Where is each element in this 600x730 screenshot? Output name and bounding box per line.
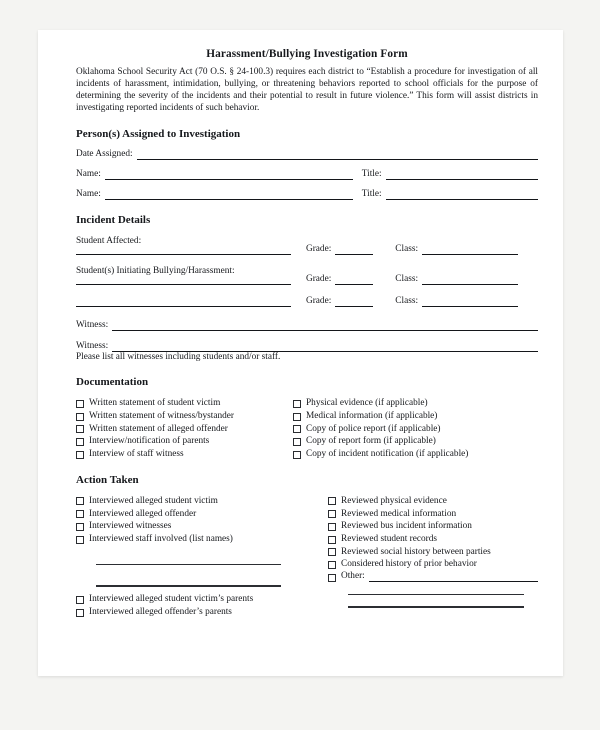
checkbox-row[interactable] [293,423,538,435]
checkbox-label: Copy of incident notification (if applicable) [306,449,469,460]
checkbox-icon[interactable] [76,596,84,604]
checkbox-row[interactable] [328,533,538,545]
checkbox-label: Reviewed physical evidence [341,495,447,506]
grade-label-1: Grade: [306,244,332,255]
other-input-1[interactable] [369,571,538,582]
checkbox-row[interactable] [328,495,538,507]
checkbox-label: Physical evidence (if applicable) [306,398,428,409]
grade-input-3[interactable] [335,296,373,307]
checkbox-label: Written statement of student victim [89,398,221,409]
section-heading-action-taken: Action Taken [76,473,139,486]
section-heading-documentation: Documentation [76,376,149,389]
other-row[interactable] [328,571,538,582]
student-affected-label: Student Affected: [76,236,142,247]
staff-names-input-1[interactable] [96,553,281,565]
checkbox-row[interactable] [76,508,328,520]
checkbox-icon[interactable] [76,536,84,544]
other-input-2[interactable] [348,583,524,595]
class-label-3: Class: [395,296,419,307]
checkbox-icon[interactable] [76,425,84,433]
grade-class-group-3 [306,296,518,307]
grade-label-2: Grade: [306,274,332,285]
form-page [38,30,563,676]
checkbox-icon[interactable] [76,400,84,408]
name-input-2[interactable] [105,189,353,200]
checkbox-icon[interactable] [76,523,84,531]
class-label-2: Class: [395,274,419,285]
checkbox-label: Reviewed social history between parties [341,546,491,557]
checkbox-label: Medical information (if applicable) [306,411,438,422]
witness-input-1[interactable] [112,320,538,331]
checkbox-label: Interviewed staff involved (list names) [89,534,233,544]
field-student-affected-row [76,235,538,255]
checkbox-row[interactable] [76,410,293,422]
checkbox-label: Interview/notification of parents [89,436,210,447]
checkbox-icon[interactable] [76,438,84,446]
checkbox-label: Interviewed alleged student victim’s parents [89,594,254,605]
checkbox-label: Reviewed medical information [341,508,457,519]
checkbox-row[interactable] [328,546,538,558]
class-input-2[interactable] [422,274,518,285]
checkbox-icon[interactable] [293,413,301,421]
checkbox-row[interactable] [328,558,538,570]
witness-note: Please list all witnesses including students and/or staff. [76,352,281,363]
name-label-2: Name: [76,189,101,200]
checkbox-row[interactable] [76,495,328,507]
class-input-1[interactable] [422,244,518,255]
checkbox-label: Interviewed alleged offender [89,508,197,519]
checkbox-icon[interactable] [328,523,336,531]
section-heading-incident: Incident Details [76,214,151,227]
checkbox-row[interactable] [76,533,328,545]
checkbox-label: Considered history of prior behavior [341,559,477,570]
title-label-1: Title: [361,169,382,180]
checkbox-row[interactable] [328,508,538,520]
checkbox-row[interactable] [76,520,328,532]
name-input-1[interactable] [105,169,353,180]
checkbox-icon[interactable] [328,536,336,544]
witness-label-2: Witness: [76,341,109,352]
checkbox-row[interactable] [293,397,538,409]
field-initiating-row-extra [76,296,538,307]
initiating-label: Student(s) Initiating Bullying/Harassment: [76,266,235,277]
checkbox-icon[interactable] [328,510,336,518]
date-assigned-input[interactable] [137,149,538,160]
name-label-1: Name: [76,169,101,180]
other-extra-lines [348,583,538,608]
checkbox-icon[interactable] [328,574,336,582]
checkbox-label: Interviewed alleged student victim [89,495,218,506]
other-label: Other: [341,571,365,582]
checkbox-label: Interview of staff witness [89,449,184,460]
initiating-block-2 [76,299,291,307]
grade-class-group-1 [306,244,518,255]
field-initiating-row [76,265,538,285]
checkbox-label: Copy of report form (if applicable) [306,436,436,447]
checkbox-icon[interactable] [76,413,84,421]
checkbox-row[interactable] [76,423,293,435]
section-heading-assigned: Person(s) Assigned to Investigation [76,128,241,141]
checkbox-label: Reviewed student records [341,534,438,544]
documentation-left-column [76,397,293,461]
checkbox-icon[interactable] [293,400,301,408]
documentation-right-column [293,397,538,461]
field-date-assigned [76,149,538,160]
field-name-title-2 [76,189,538,200]
title-label-2: Title: [361,189,382,200]
checkbox-icon[interactable] [293,451,301,459]
checkbox-icon[interactable] [328,561,336,569]
checkbox-row[interactable] [293,435,538,447]
grade-input-2[interactable] [335,274,373,285]
checkbox-icon[interactable] [293,425,301,433]
student-affected-input[interactable] [76,247,291,255]
date-assigned-label: Date Assigned: [76,149,133,160]
checkbox-row[interactable] [76,593,328,605]
checkbox-row[interactable] [293,448,538,460]
checkbox-icon[interactable] [76,497,84,505]
field-name-title-1 [76,169,538,180]
checkbox-icon[interactable] [76,451,84,459]
checkbox-row[interactable] [328,520,538,532]
student-affected-block [76,235,291,255]
title-input-1[interactable] [386,169,538,180]
staff-names-input-2[interactable] [96,574,281,587]
intro-paragraph: Oklahoma School Security Act (70 O.S. § 24-100.3) requires each district to “Establish a procedure for investigation of all incidents of harassment, intimidation, bullying, or threatening behaviors reported to school officials for the purpose of determining the severity of the incidents and their potential to result in future violence.” This form will assist districts in investigating reported incidents of such behavior. [76,67,538,114]
grade-label-3: Grade: [306,296,332,307]
field-witness-1 [76,320,538,331]
grade-class-group-2 [306,274,518,285]
checkbox-icon[interactable] [328,497,336,505]
checkbox-label: Interviewed witnesses [89,521,172,532]
checkbox-label: Reviewed bus incident information [341,521,472,532]
checkbox-row[interactable] [76,448,293,460]
checkbox-icon[interactable] [293,438,301,446]
class-label-1: Class: [395,244,419,255]
checkbox-label: Written statement of witness/bystander [89,411,234,422]
checkbox-row[interactable] [76,606,328,618]
initiating-block [76,265,291,285]
witness-label-1: Witness: [76,320,109,331]
initiating-input-2[interactable] [76,299,291,307]
checkbox-row[interactable] [293,410,538,422]
grade-input-1[interactable] [335,244,373,255]
initiating-input-1[interactable] [76,277,291,285]
documentation-columns [76,397,538,461]
action-taken-left-column [76,495,328,619]
checkbox-row[interactable] [76,397,293,409]
checkbox-label: Written statement of alleged offender [89,423,228,434]
checkbox-row[interactable] [76,435,293,447]
checkbox-label: Copy of police report (if applicable) [306,423,441,434]
action-taken-columns [76,495,538,619]
checkbox-label: Interviewed alleged offender’s parents [89,606,232,617]
action-taken-right-column [328,495,538,619]
checkbox-icon[interactable] [76,609,84,617]
form-content [76,48,538,619]
title-input-2[interactable] [386,189,538,200]
checkbox-icon[interactable] [328,548,336,556]
page-title: Harassment/Bullying Investigation Form [206,48,408,60]
other-input-3[interactable] [348,595,524,608]
class-input-3[interactable] [422,296,518,307]
checkbox-icon[interactable] [76,510,84,518]
